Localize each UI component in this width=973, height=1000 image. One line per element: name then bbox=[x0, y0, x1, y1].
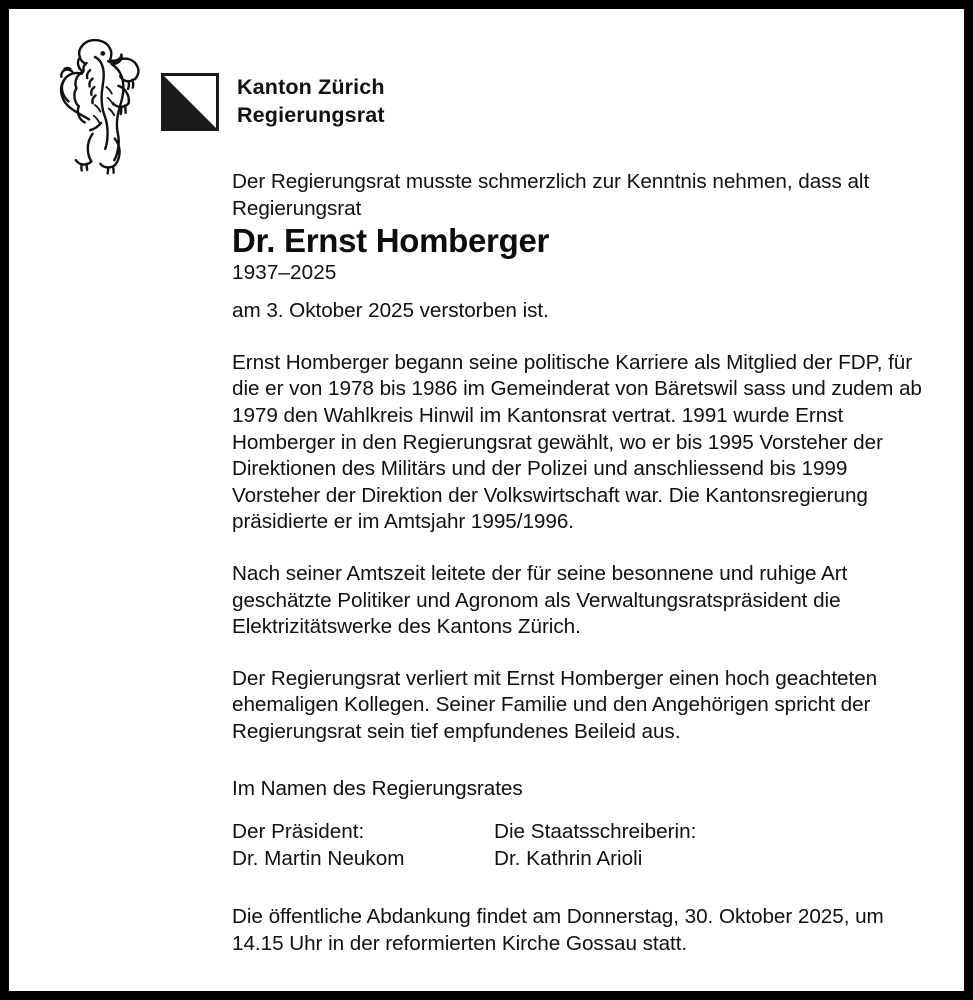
kanton-zurich-logo-block bbox=[35, 27, 385, 177]
condolence-paragraph: Der Regierungsrat verliert mit Ernst Homberger einen hoch geachteten ehemaligen Kollegen. Seiner Familie und den Angehörigen spricht der Regierungsrat sein tief empfundenes Beileid aus. bbox=[232, 666, 878, 743]
biography-paragraph-1: Ernst Homberger begann seine politische Karriere als Mitglied der FDP, für die er von 1978 bis 1986 im Gemeinderat von Bäretswil sass und zudem ab 1979 den Wahlkreis Hinwil im Kantonsrat vertrat. 1991 wurde Ernst Homberger in den Regierungsrat gewählt, wo er bis 1995 Vorsteher der Direktionen des Militärs und der Polizei und anschliessend bis 1999 Vorsteher der Direktion der Volkswirtschaft war. Die Kantonsregierung präsidierte er im Amtsjahr 1995/1996. bbox=[232, 350, 922, 534]
death-date-line: am 3. Oktober 2025 verstorben ist. bbox=[232, 299, 549, 323]
deceased-name: Dr. Ernst Homberger bbox=[232, 222, 550, 260]
signatory-roles-row bbox=[232, 819, 932, 846]
funeral-notice: Die öffentliche Abdankung findet am Donnerstag, 30. Oktober 2025, um 14.15 Uhr in der reformierten Kirche Gossau statt. bbox=[232, 905, 884, 955]
signatory-role-president: Der Präsident: bbox=[232, 820, 365, 844]
signature-intro: Im Namen des Regierungsrates bbox=[232, 776, 523, 800]
wordmark-line-kanton-zurich: Kanton Zürich bbox=[237, 75, 385, 100]
kanton-zurich-wordmark-group bbox=[161, 73, 385, 131]
biography-paragraph-2: Nach seiner Amtszeit leitete der für seine besonnene und ruhige Art geschätzte Politiker und Agronom als Verwaltungsratspräsident die Elektrizitätswerke des Kantons Zürich. bbox=[232, 561, 848, 639]
life-years: 1937–2025 bbox=[232, 261, 337, 285]
kanton-zurich-diagonal-square-icon bbox=[161, 73, 219, 131]
wordmark-line-regierungsrat: Regierungsrat bbox=[237, 103, 385, 127]
intro-paragraph: Der Regierungsrat musste schmerzlich zur Kenntnis nehmen, dass alt Regierungsrat bbox=[232, 170, 870, 220]
notice-body bbox=[232, 169, 932, 957]
signatory-name-president: Dr. Martin Neukom bbox=[232, 846, 405, 870]
kanton-zurich-wordmark bbox=[237, 74, 385, 130]
signatory-role-chancellor: Die Staatsschreiberin: bbox=[494, 820, 697, 844]
signatories-table bbox=[232, 819, 932, 872]
signatory-names-row bbox=[232, 846, 932, 873]
zurich-heraldic-lion-icon bbox=[35, 27, 155, 177]
signatory-name-chancellor: Dr. Kathrin Arioli bbox=[494, 846, 643, 870]
notice-inner bbox=[9, 9, 964, 991]
